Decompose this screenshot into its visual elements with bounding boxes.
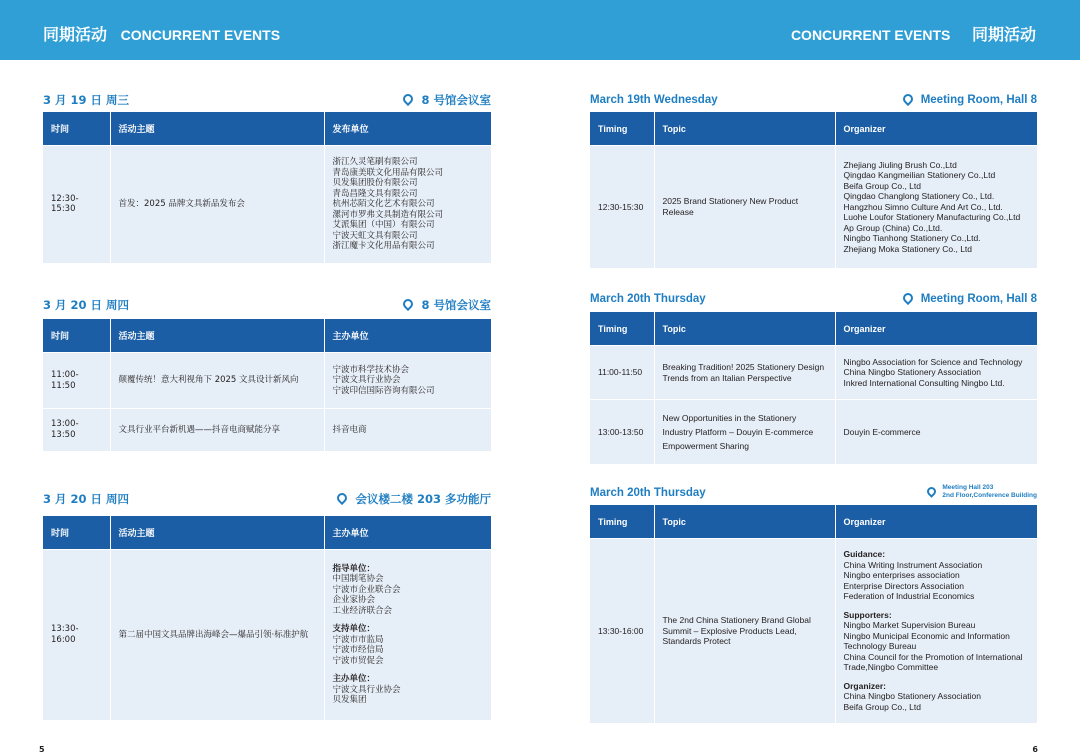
- right-section-2-table: [590, 312, 1037, 464]
- section-date: March 20th Thursday: [590, 487, 706, 499]
- event-organizer: 宁波市科学技术协会 宁波文具行业协会 宁波印信国际咨询有限公司: [324, 353, 491, 409]
- event-time: 13:30-16:00: [43, 550, 110, 720]
- column-header: Organizer: [835, 505, 1037, 539]
- table-row: [43, 550, 491, 720]
- left-section-2-table: [43, 319, 491, 451]
- event-topic: New Opportunities in the Stationery Industry Platform – Douyin E-commerce Empowerment Sharing: [654, 400, 835, 464]
- column-header: Topic: [654, 505, 835, 539]
- header-right-en: CONCURRENT EVENTS: [790, 27, 951, 43]
- table-header-row: [590, 312, 1037, 346]
- left-section-3-header: [43, 490, 491, 508]
- column-header: 主办单位: [324, 319, 491, 353]
- location-pin-icon: [901, 92, 915, 106]
- header-banner: [0, 0, 1080, 60]
- section-location: 8 号馆会议室: [403, 296, 491, 314]
- event-organizer: Ningbo Association for Science and Technology China Ningbo Stationery Association Inkred International Consulting Ningbo Ltd.: [835, 346, 1037, 400]
- table-row: [43, 146, 491, 263]
- right-section-3-header: [590, 484, 1037, 502]
- column-header: 主办单位: [324, 516, 491, 550]
- event-organizer: Douyin E-commerce: [835, 400, 1037, 464]
- header-left-en: CONCURRENT EVENTS: [120, 27, 281, 43]
- left-section-3-table: [43, 516, 491, 720]
- organizer-group: 支持单位： 宁波市市监局 宁波市经信局 宁波市贸促会: [332, 624, 384, 666]
- table-row: [43, 409, 491, 451]
- right-section-3-table: [590, 505, 1037, 723]
- organizer-group: Organizer: China Ningbo Stationery Association Beifa Group Co., Ltd: [843, 680, 981, 712]
- organizer-group: 主办单位： 宁波文具行业协会 贝发集团: [332, 674, 401, 706]
- event-time: 11:00-11:50: [590, 346, 654, 400]
- event-topic: 颠覆传统！意大利视角下 2025 文具设计新风向: [110, 353, 324, 409]
- right-section-1-header: [590, 91, 1037, 109]
- section-location: Meeting Hall 203 2nd Floor,Conference Building: [927, 484, 1037, 500]
- table-header-row: [43, 319, 491, 353]
- section-date: March 20th Thursday: [590, 293, 706, 305]
- section-location: 会议楼二楼 203 多功能厅: [337, 490, 491, 508]
- section-date: 3 月 19 日 周三: [43, 93, 130, 107]
- page-number-left: 5: [39, 745, 45, 754]
- table-row: [43, 353, 491, 409]
- column-header: Organizer: [835, 312, 1037, 346]
- section-date: March 19th Wednesday: [590, 94, 718, 106]
- location-pin-icon: [401, 297, 415, 311]
- location-pin-icon: [926, 485, 939, 498]
- event-time: 11:00-11:50: [43, 353, 110, 409]
- column-header: 时间: [43, 516, 110, 550]
- header-right-title: [791, 0, 1036, 60]
- event-organizer: [835, 539, 1037, 723]
- column-header: Timing: [590, 112, 654, 146]
- event-topic: 2025 Brand Stationery New Product Release: [654, 146, 835, 268]
- column-header: Timing: [590, 505, 654, 539]
- event-topic: 首发：2025 品牌文具新品发布会: [110, 146, 324, 263]
- event-time: 13:30-16:00: [590, 539, 654, 723]
- table-row: [590, 346, 1037, 400]
- event-topic: The 2nd China Stationery Brand Global Summit – Explosive Products Lead, Standards Protect: [654, 539, 835, 723]
- header-left-title: [43, 0, 280, 60]
- right-section-1-table: [590, 112, 1037, 268]
- left-section-1-header: [43, 91, 491, 109]
- event-topic: 文具行业平台新机遇——抖音电商赋能分享: [110, 409, 324, 451]
- event-time: 12:30-15:30: [590, 146, 654, 268]
- left-page: [43, 60, 491, 756]
- column-header: 时间: [43, 319, 110, 353]
- event-organizer: 抖音电商: [324, 409, 491, 451]
- organizer-group: 指导单位： 中国制笔协会 宁波市企业联合会 企业家协会 工业经济联合会: [332, 563, 401, 616]
- table-row: [590, 400, 1037, 464]
- column-header: Organizer: [835, 112, 1037, 146]
- event-time: 13:00-13:50: [43, 409, 110, 451]
- location-pin-icon: [335, 491, 349, 505]
- section-location: Meeting Room, Hall 8: [903, 290, 1037, 308]
- event-time: 13:00-13:50: [590, 400, 654, 464]
- event-organizer: 浙江久灵笔刷有限公司 青岛康美联文化用品有限公司 贝发集团股份有限公司 青岛昌隆文具有限公司 杭州芯陌文化艺术有限公司 漯河市罗弗文具制造有限公司 艾派集团（中国）有限公司 宁波天虹文具有限公司 浙江魔卡文化用品有限公司: [324, 146, 491, 263]
- table-header-row: [590, 112, 1037, 146]
- header-right-cn: 同期活动: [971, 25, 1036, 44]
- column-header: 活动主题: [110, 112, 324, 146]
- organizer-group: Guidance: China Writing Instrument Association Ningbo enterprises association Enterprise Directors Association Federation of Industrial Economics: [843, 549, 983, 602]
- organizer-group: Supporters: Ningbo Market Supervision Bureau Ningbo Municipal Economic and Information Technology Bureau China Council for the Promotion of International Trade,Ningbo Committee: [843, 609, 1023, 673]
- column-header: 时间: [43, 112, 110, 146]
- table-header-row: [590, 505, 1037, 539]
- location-pin-icon: [401, 92, 415, 106]
- event-organizer: [324, 550, 491, 720]
- table-row: [590, 146, 1037, 268]
- section-location: Meeting Room, Hall 8: [903, 91, 1037, 109]
- table-header-row: [43, 112, 491, 146]
- column-header: Topic: [654, 112, 835, 146]
- table-row: [590, 539, 1037, 723]
- event-topic: Breaking Tradition! 2025 Stationery Design Trends from an Italian Perspective: [654, 346, 835, 400]
- event-time: 12:30-15:30: [43, 146, 110, 263]
- column-header: 发布单位: [324, 112, 491, 146]
- column-header: Topic: [654, 312, 835, 346]
- column-header: 活动主题: [110, 516, 324, 550]
- event-organizer: Zhejiang Jiuling Brush Co.,Ltd Qingdao Kangmeilian Stationery Co.,Ltd Beifa Group Co., Ltd Qingdao Changlong Stationery Co., Ltd. Hangzhou Simno Culture And Art Co., Ltd. Luohe Loufor Stationery Manufacturing Co.,Ltd Ap Group (China) Co.,Ltd. Ningbo Tianhong Stationery Co.,Ltd. Zhejiang Moka Stationery Co., Ltd: [835, 146, 1037, 268]
- column-header: Timing: [590, 312, 654, 346]
- right-section-2-header: [590, 290, 1037, 308]
- column-header: 活动主题: [110, 319, 324, 353]
- section-date: 3 月 20 日 周四: [43, 298, 130, 312]
- right-page: [590, 60, 1037, 756]
- left-section-2-header: [43, 296, 491, 314]
- table-header-row: [43, 516, 491, 550]
- header-left-cn: 同期活动: [43, 25, 108, 44]
- location-pin-icon: [901, 291, 915, 305]
- left-section-1-table: [43, 112, 491, 263]
- section-date: 3 月 20 日 周四: [43, 492, 130, 506]
- event-topic: 第二届中国文具品牌出海峰会—爆品引领·标准护航: [110, 550, 324, 720]
- page-number-right: 6: [1032, 745, 1038, 754]
- section-location: 8 号馆会议室: [403, 91, 491, 109]
